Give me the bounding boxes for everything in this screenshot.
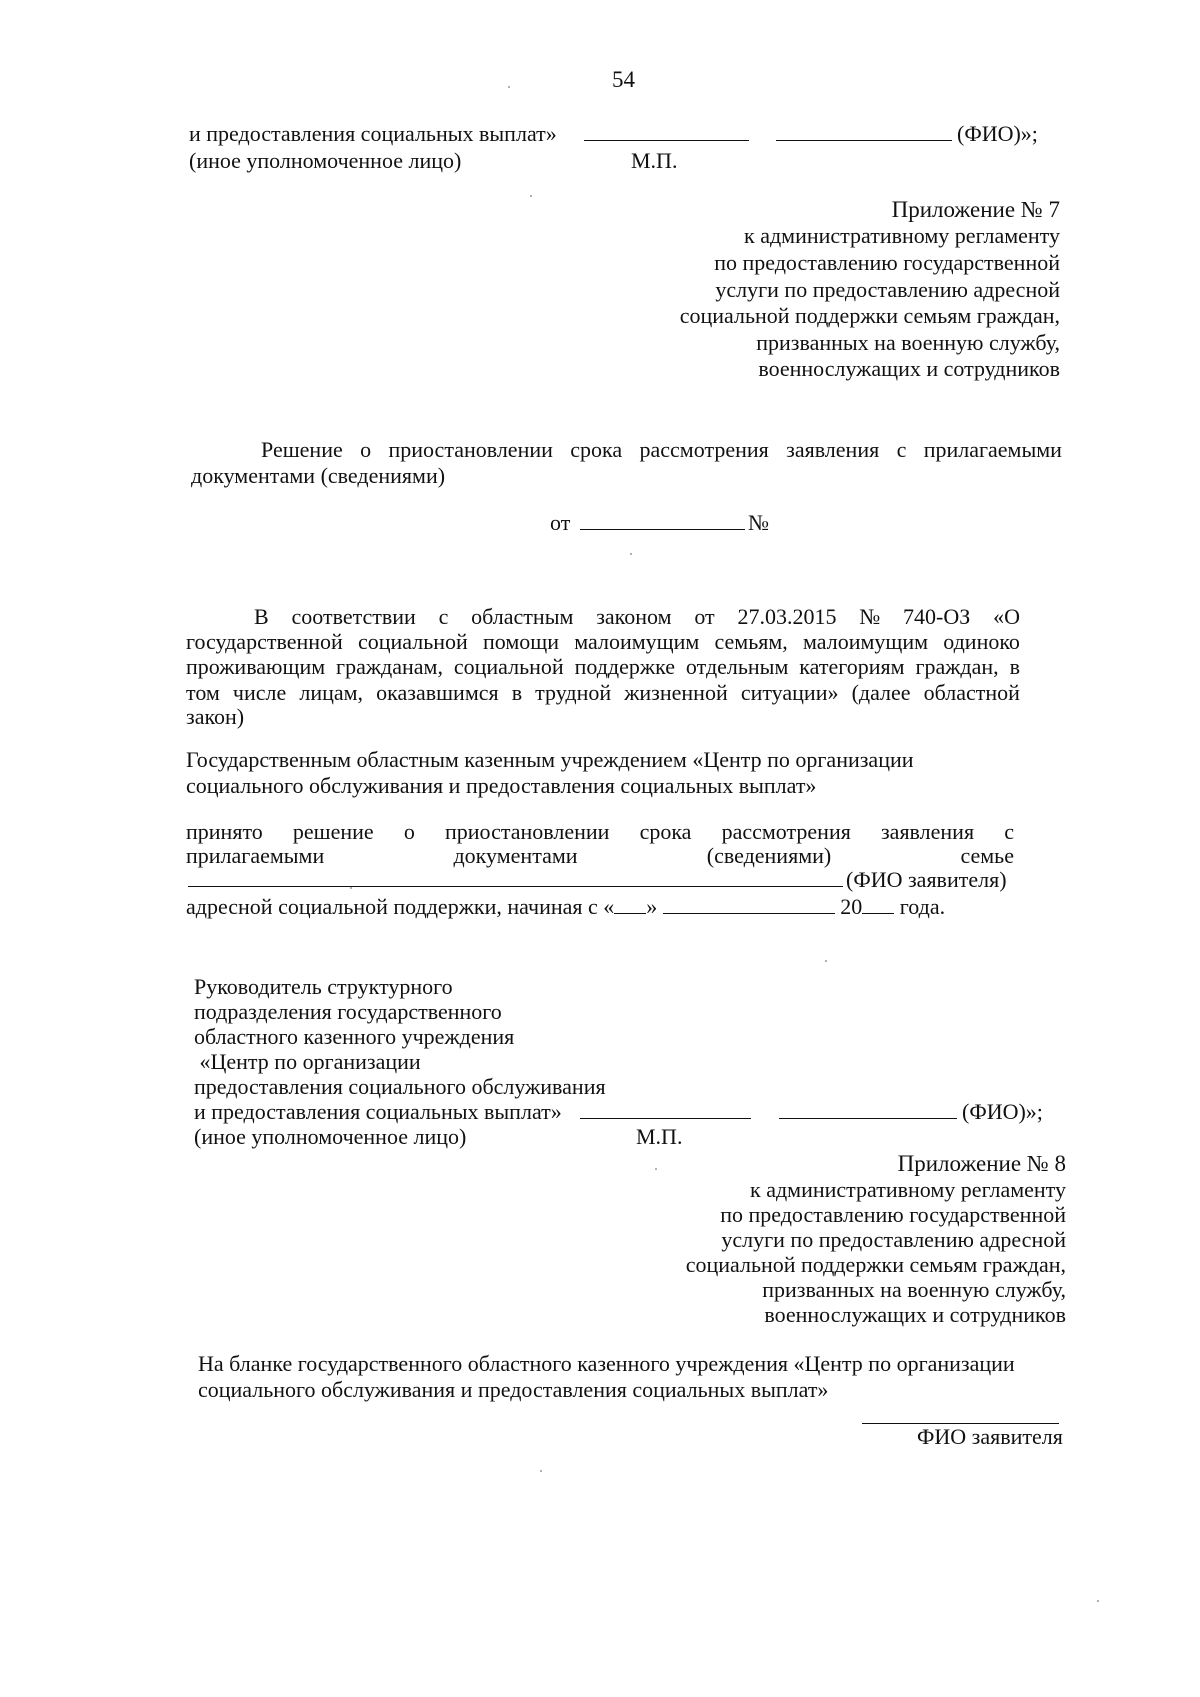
word: категориям <box>799 654 905 679</box>
authorized-person-label: (иное уполномоченное лицо) <box>194 1124 467 1149</box>
month-blank <box>663 895 835 914</box>
word: «О <box>993 604 1020 629</box>
appendix-7-line: по предоставлению государственной <box>714 250 1060 275</box>
scan-speck <box>350 887 352 889</box>
paragraph-line <box>254 603 1020 630</box>
paragraph-line <box>186 653 1020 680</box>
appendix-8-line: социальной поддержки семьям граждан, <box>685 1252 1066 1277</box>
word: соответствии <box>291 604 416 629</box>
word: срока <box>639 819 692 844</box>
word: семьям, <box>714 629 788 654</box>
appendix-8-title: Приложение № 8 <box>897 1151 1066 1176</box>
letterhead-line: социального обслуживания и предоставления социальных выплат» <box>198 1377 829 1402</box>
word: заявления <box>880 819 975 844</box>
word: с <box>896 437 907 462</box>
appendix-7-title: Приложение № 7 <box>891 197 1060 222</box>
word: с <box>438 604 449 629</box>
word: трудной <box>535 680 612 705</box>
word: рассмотрения <box>721 819 851 844</box>
word: в <box>1009 654 1020 679</box>
word: помощи <box>483 629 560 654</box>
appendix-8-line: призванных на военную службу, <box>762 1277 1066 1302</box>
paragraph-line <box>186 628 1020 655</box>
word: законом <box>596 604 672 629</box>
signatory-line: Руководитель структурного <box>194 974 453 999</box>
word: государственной <box>186 629 343 654</box>
word: приостановлении <box>388 437 553 462</box>
letterhead-line: На бланке государственного областного казенного учреждения «Центр по организации <box>198 1351 1015 1376</box>
seal-label: М.П. <box>636 1124 683 1149</box>
word: документами <box>453 843 578 868</box>
word: семье <box>960 843 1014 868</box>
quote-close: » <box>646 894 658 919</box>
scan-speck <box>630 553 632 555</box>
scan-speck <box>1097 1600 1099 1602</box>
start-date-label: адресной социальной поддержки, начиная с « <box>186 894 615 919</box>
appendix-8-line: по предоставлению государственной <box>720 1202 1066 1227</box>
day-blank <box>614 895 646 914</box>
word: о <box>403 819 415 844</box>
word: числе <box>232 680 287 705</box>
word: малоимущим <box>574 629 700 654</box>
word: ситуации» <box>740 680 839 705</box>
fio-label: (ФИО)»; <box>957 121 1038 146</box>
seal-label: М.П. <box>631 148 678 173</box>
word: решение <box>292 819 374 844</box>
name-blank <box>779 1100 957 1119</box>
signatory-line: областного казенного учреждения <box>194 1024 515 1049</box>
scan-speck <box>530 195 532 197</box>
word: Решение <box>261 437 343 462</box>
signature-blank <box>584 122 749 141</box>
appendix-8-line: военнослужащих и сотрудников <box>764 1302 1066 1327</box>
word: областной <box>923 680 1020 705</box>
word: социальной <box>358 629 468 654</box>
word: в <box>511 680 523 705</box>
word: прилагаемыми <box>186 843 325 868</box>
scan-speck <box>825 960 827 962</box>
number-label: № <box>748 510 769 535</box>
word: гражданам, <box>336 654 443 679</box>
scan-speck <box>508 86 510 88</box>
decision-heading-line2: документами (сведениями) <box>191 463 446 488</box>
paragraph-line <box>186 679 1020 706</box>
date-blank <box>580 511 745 530</box>
authorized-person-label: (иное уполномоченное лицо) <box>189 148 462 173</box>
signatory-line: и предоставления социальных выплат» <box>194 1099 562 1124</box>
appendix-8-line: к административному регламенту <box>750 1177 1066 1202</box>
paragraph-line <box>186 842 1014 869</box>
word: оказавшимся <box>376 680 499 705</box>
word: 27.03.2015 <box>737 604 837 629</box>
word: жизненной <box>624 680 728 705</box>
word: с <box>1004 819 1014 844</box>
word: том <box>186 680 220 705</box>
word: малоимущим <box>802 629 929 654</box>
word: областным <box>471 604 574 629</box>
paragraph-line <box>186 818 1014 845</box>
word: отдельным <box>685 654 789 679</box>
word: проживающим <box>186 654 326 679</box>
year-prefix: 20 <box>840 894 863 919</box>
word: срока <box>570 437 623 462</box>
year-blank <box>862 895 894 914</box>
institution-line: социального обслуживания и предоставления социальных выплат» <box>186 773 817 798</box>
signature-label: и предоставления социальных выплат» <box>189 121 557 146</box>
word: социальной <box>453 654 564 679</box>
word: лицам, <box>299 680 364 705</box>
word: о <box>360 437 372 462</box>
appendix-7-line: услуги по предоставлению адресной <box>715 277 1060 302</box>
word: (сведениями) <box>706 843 832 868</box>
appendix-7-line: призванных на военную службу, <box>756 330 1060 355</box>
word: рассмотрения <box>639 437 769 462</box>
date-from-label: от <box>550 510 571 535</box>
applicant-fio-caption: ФИО заявителя <box>917 1424 1063 1449</box>
decision-heading-line1 <box>261 436 1062 463</box>
appendix-7-line: к административному регламенту <box>744 223 1060 248</box>
name-blank <box>776 122 952 141</box>
applicant-name-blank <box>188 868 843 887</box>
year-label: года. <box>899 894 946 919</box>
word: заявления <box>786 437 880 462</box>
signatory-line: «Центр по организации <box>194 1049 421 1074</box>
word: (далее <box>851 680 911 705</box>
word: поддержке <box>574 654 675 679</box>
word: прилагаемыми <box>923 437 1062 462</box>
page-number: 54 <box>612 67 635 92</box>
signatory-line: предоставления социального обслуживания <box>194 1074 606 1099</box>
institution-line: Государственным областным казенным учреждением «Центр по организации <box>186 747 914 772</box>
word: В <box>254 604 269 629</box>
word: № <box>859 604 881 629</box>
applicant-name-blank <box>862 1405 1059 1424</box>
start-date-line <box>186 893 945 920</box>
appendix-8-line: услуги по предоставлению адресной <box>721 1227 1066 1252</box>
word: одиноко <box>943 629 1020 654</box>
scan-speck <box>655 1168 657 1170</box>
word: от <box>694 604 715 629</box>
fio-label: (ФИО)»; <box>962 1099 1043 1124</box>
word: 740-ОЗ <box>903 604 971 629</box>
applicant-fio-label: (ФИО заявителя) <box>846 867 1007 892</box>
appendix-7-line: военнослужащих и сотрудников <box>758 356 1060 381</box>
signature-blank <box>580 1100 751 1119</box>
word: принято <box>186 819 263 844</box>
word: граждан, <box>915 654 999 679</box>
scan-speck <box>540 1470 542 1472</box>
signature-line-top <box>189 120 557 147</box>
paragraph-line: закон) <box>186 704 245 729</box>
signatory-line: подразделения государственного <box>194 999 502 1024</box>
appendix-7-line: социальной поддержки семьям граждан, <box>679 303 1060 328</box>
word: приостановлении <box>444 819 610 844</box>
